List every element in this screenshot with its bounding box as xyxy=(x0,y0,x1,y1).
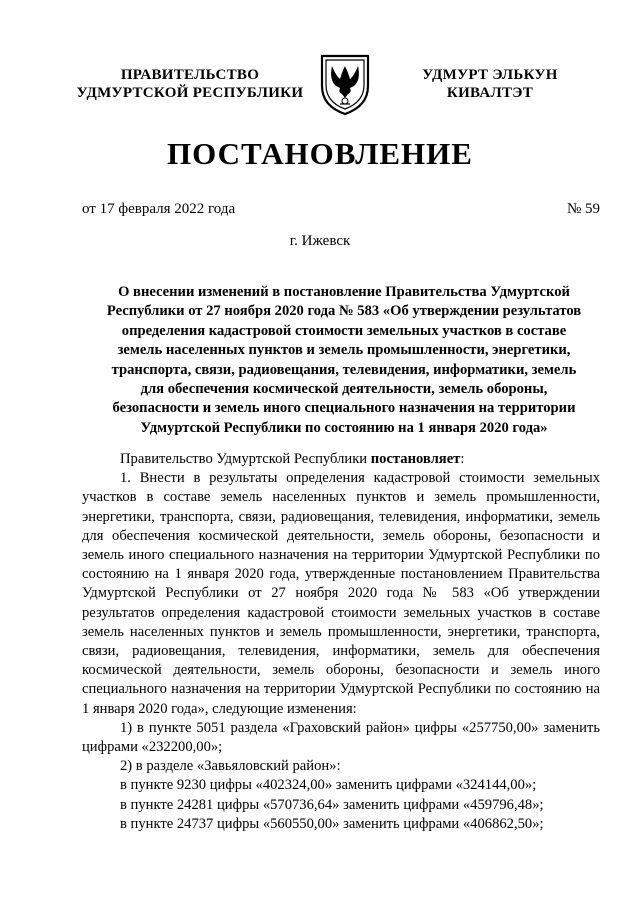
body-paragraph-4: в пункте 9230 цифры «402324,00» заменить цифрами «324144,00»; xyxy=(120,777,537,794)
document-city: г. Ижевск xyxy=(289,233,351,249)
document-title: ПОСТАНОВЛЕНИЕ xyxy=(167,136,473,171)
body-paragraph-1: 1. Внести в результаты определения кадастровой стоимости земельных участков в составе земель населенных пунктов и земель промышленности, энергетики, транспорта, связи, радиовещания, телевидения, информатики, земель для обеспечения космической деятельности, земель обороны, безопасности и земель иного специального назначения на территории Удмуртской Республики по состоянию на 1 января 2020 года, утвержденные постановлением Правительства Удмуртской Республики от 27 ноября 2020 года № 583 «Об утверждении результатов определения кадастровой стоимости земельных участков в составе земель населенных пунктов и земель промышленности, энергетики, транспорта, связи, радиовещания, телевидения, информатики, земель для обеспечения космической деятельности, земель обороны, безопасности и земель иного специального назначения на территории Удмуртской Республики по состоянию на 1 января 2020 года», следующие изменения: xyxy=(82,470,600,717)
document-subject: О внесении изменений в постановление Правительства Удмуртской Республики от 27 ноября 2020 года № 583 «Об утверждении результатов определения кадастровой стоимости земельных участков в составе земель населенных пунктов и земель промышленности, энергетики, транспорта, связи, радиовещания, телевидения, информатики, земель для обеспечения космической деятельности, земель обороны, безопасности и земель иного специального назначения на территории Удмуртской Республики по состоянию на 1 января 2020 года» xyxy=(106,284,582,436)
intro-text: Правительство Удмуртской Республики xyxy=(120,451,371,467)
body-paragraph-3: 2) в разделе «Завьяловский район»: xyxy=(120,758,341,775)
body-intro xyxy=(82,450,600,469)
document-body xyxy=(82,450,600,834)
document-date: от 17 февраля 2022 года xyxy=(82,201,236,217)
header-right xyxy=(392,66,588,102)
udmurt-coat-of-arms-icon xyxy=(318,52,372,116)
header-left-line1: ПРАВИТЕЛЬСТВО xyxy=(120,67,260,83)
header-right-line2: КИВАЛТЭТ xyxy=(446,85,534,101)
body-paragraph-2: 1) в пункте 5051 раздела «Граховский район» цифры «257750,00» заменить цифрами «232200,00»; xyxy=(82,719,600,756)
header-left-line2: УДМУРТСКОЙ РЕСПУБЛИКИ xyxy=(76,85,304,101)
header-left xyxy=(70,66,310,102)
intro-end: : xyxy=(460,451,465,467)
body-paragraph-5: в пункте 24281 цифры «570736,64» заменить цифрами «459796,48»; xyxy=(120,796,544,813)
header-right-line1: УДМУРТ ЭЛЬКУН xyxy=(422,67,558,83)
body-paragraph-6: в пункте 24737 цифры «560550,00» заменить цифрами «406862,50»; xyxy=(120,815,544,832)
intro-bold: постановляет xyxy=(370,451,461,467)
document-number: № 59 xyxy=(566,201,600,217)
